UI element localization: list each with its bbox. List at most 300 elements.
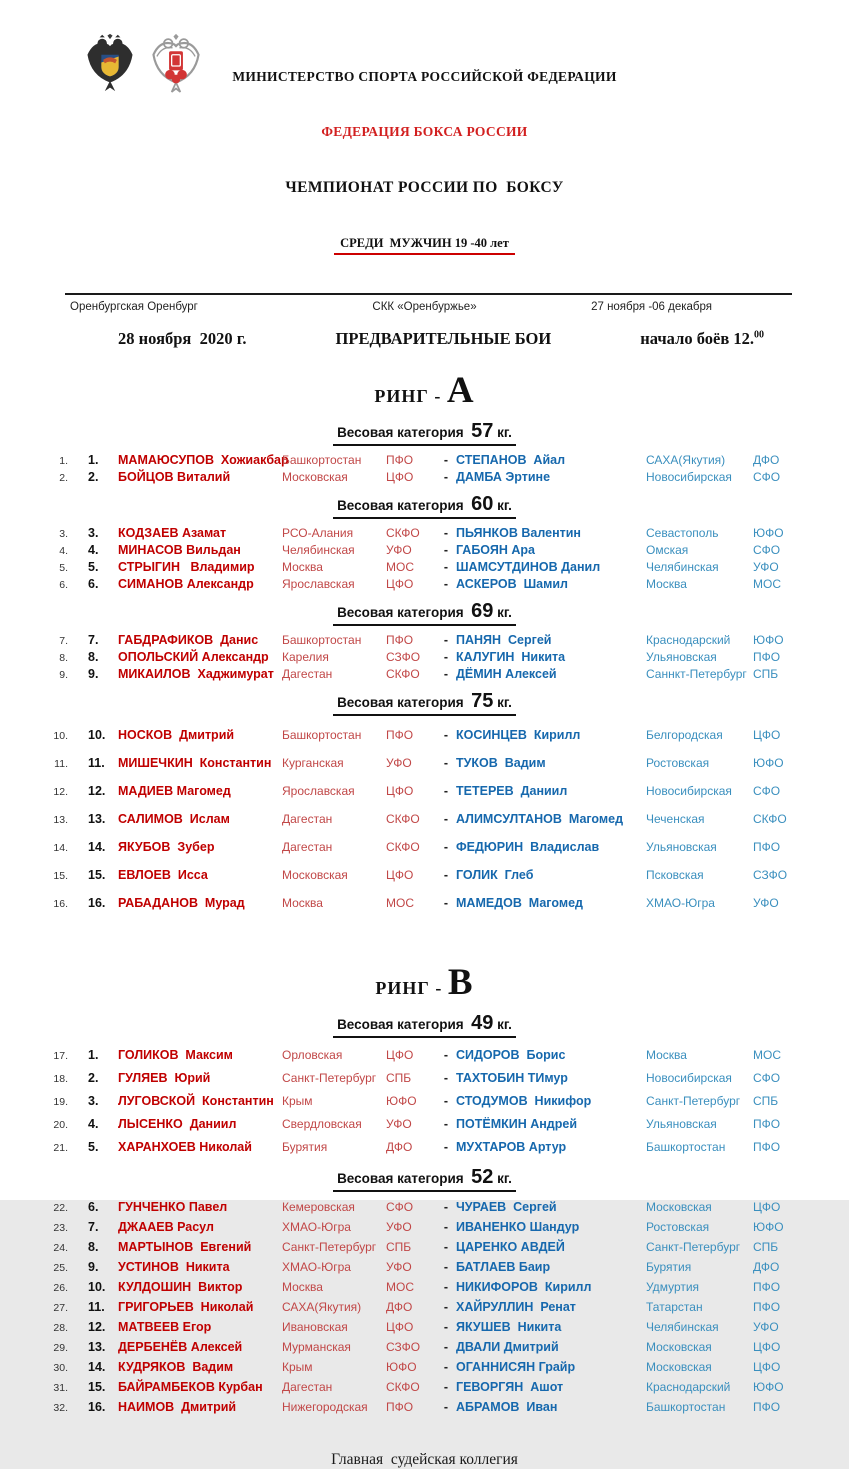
bout-seq-number: 6. xyxy=(88,1200,99,1214)
bout-row xyxy=(42,861,849,889)
bout-row xyxy=(42,777,849,805)
bout-row xyxy=(42,1377,849,1397)
host-region: Оренбургская Оренбург xyxy=(70,301,198,313)
blue-corner-district: ПФО xyxy=(753,1300,781,1314)
vs-dash: - xyxy=(443,896,449,910)
red-corner-name: ЯКУБОВ Зубер xyxy=(118,840,215,854)
bout-global-number: 15. xyxy=(53,870,68,882)
red-corner-region: Бурятия xyxy=(282,1139,328,1154)
red-corner-region: Крым xyxy=(282,1360,313,1374)
bout-seq-number: 10. xyxy=(88,1280,106,1294)
blue-corner-region: Севастополь xyxy=(646,525,719,540)
bout-global-number: 18. xyxy=(53,1072,68,1085)
bout-global-number: 2. xyxy=(59,471,68,484)
blue-corner-name: БАТЛАЕВ Баир xyxy=(456,1260,551,1274)
bouts xyxy=(0,524,849,592)
blue-corner-region: Московская xyxy=(646,1340,712,1354)
bout-seq-number: 8. xyxy=(88,1240,99,1254)
vs-dash: - xyxy=(443,469,449,484)
red-corner-name: НОСКОВ Дмитрий xyxy=(118,728,235,742)
category-weight: 75 xyxy=(471,690,494,712)
bout-row xyxy=(42,1043,849,1066)
bout-global-number: 8. xyxy=(59,651,68,664)
vs-dash: - xyxy=(443,542,449,557)
bout-global-number: 23. xyxy=(53,1222,68,1234)
red-corner-name: МАДИЕВ Магомед xyxy=(118,784,231,798)
blue-corner-district: ПФО xyxy=(753,649,781,664)
red-corner-district: ДФО xyxy=(386,1139,413,1154)
red-corner-name: БОЙЦОВ Виталий xyxy=(118,469,231,484)
red-corner-district: ЮФО xyxy=(386,1093,417,1108)
blue-corner-name: АСКЕРОВ Шамил xyxy=(456,576,568,591)
red-corner-name: САЛИМОВ Ислам xyxy=(118,812,230,826)
blue-corner-name: ЯКУШЕВ Никита xyxy=(456,1320,562,1334)
blue-corner-district: УФО xyxy=(753,896,779,910)
bout-global-number: 22. xyxy=(53,1202,68,1214)
bout-row xyxy=(42,524,849,541)
blue-corner-region: Москва xyxy=(646,1047,687,1062)
blue-corner-name: ДЁМИН Алексей xyxy=(456,666,557,681)
red-corner-region: Ярославская xyxy=(282,784,355,798)
session-line xyxy=(118,329,764,349)
bout-global-number: 19. xyxy=(53,1095,68,1108)
bout-seq-number: 2. xyxy=(88,1070,99,1085)
blue-corner-district: ЮФО xyxy=(753,756,784,770)
blue-corner-name: ТУКОВ Вадим xyxy=(456,756,546,770)
red-corner-district: СКФО xyxy=(386,666,420,681)
bout-row xyxy=(42,1112,849,1135)
blue-corner-name: СТОДУМОВ Никифор xyxy=(456,1093,592,1108)
vs-dash: - xyxy=(443,632,449,647)
vs-dash: - xyxy=(443,812,449,826)
blue-corner-district: СФО xyxy=(753,784,781,798)
red-corner-district: СПБ xyxy=(386,1070,412,1085)
category-label: Весовая категория xyxy=(337,605,472,620)
weight-category-header xyxy=(0,1166,849,1192)
blue-corner-name: ТЕТЕРЕВ Даниил xyxy=(456,784,568,798)
blue-corner-name: ГЕВОРГЯН Ашот xyxy=(456,1380,564,1394)
red-corner-district: СЗФО xyxy=(386,1340,421,1354)
red-corner-region: Московская xyxy=(282,868,348,882)
bout-seq-number: 16. xyxy=(88,896,106,910)
bout-row xyxy=(42,1237,849,1257)
red-corner-district: МОС xyxy=(386,896,414,910)
weight-category-section xyxy=(0,690,849,917)
session-title: ПРЕДВАРИТЕЛЬНЫЕ БОИ xyxy=(335,329,552,348)
red-corner-name: ЛЫСЕНКО Даниил xyxy=(118,1116,237,1131)
red-corner-region: Ивановская xyxy=(282,1320,348,1334)
vs-dash: - xyxy=(443,1400,449,1414)
bouts xyxy=(0,721,849,917)
vs-dash: - xyxy=(443,452,449,467)
red-corner-region: Челябинская xyxy=(282,542,355,557)
blue-corner-name: МУХТАРОВ Артур xyxy=(456,1139,567,1154)
red-corner-name: ДЕРБЕНЁВ Алексей xyxy=(118,1340,243,1354)
bout-row xyxy=(42,1337,849,1357)
red-corner-district: ЦФО xyxy=(386,1320,414,1334)
blue-corner-district: ПФО xyxy=(753,1116,781,1131)
weight-category-section xyxy=(0,600,849,682)
blue-corner-region: Башкортостан xyxy=(646,1139,726,1154)
red-corner-district: УФО xyxy=(386,1116,412,1131)
red-corner-district: УФО xyxy=(386,756,412,770)
vs-dash: - xyxy=(443,1240,449,1254)
blue-corner-name: ЧУРАЕВ Сергей xyxy=(456,1200,557,1214)
bout-seq-number: 11. xyxy=(88,1300,105,1314)
blue-corner-name: ФЕДЮРИН Владислав xyxy=(456,840,600,854)
bout-global-number: 5. xyxy=(59,561,68,574)
vs-dash: - xyxy=(443,728,449,742)
bout-global-number: 24. xyxy=(53,1242,68,1254)
red-corner-region: Крым xyxy=(282,1093,313,1108)
federation-title: ФЕДЕРАЦИЯ БОКСА РОССИИ xyxy=(321,124,528,139)
bout-global-number: 17. xyxy=(53,1049,68,1062)
bout-global-number: 12. xyxy=(53,786,68,798)
event-dates: 27 ноября -06 декабря xyxy=(591,301,712,313)
blue-corner-region: Белгородская xyxy=(646,728,723,742)
blue-corner-name: ГОЛИК Глеб xyxy=(456,868,534,882)
red-corner-region: Дагестан xyxy=(282,1380,333,1394)
bout-seq-number: 13. xyxy=(88,812,106,826)
red-corner-district: ЮФО xyxy=(386,1360,417,1374)
ring-label: РИНГ - xyxy=(375,978,448,998)
blue-corner-district: ЮФО xyxy=(753,1220,784,1234)
bout-row xyxy=(42,805,849,833)
bout-global-number: 26. xyxy=(53,1282,68,1294)
red-corner-district: МОС xyxy=(386,1280,414,1294)
category-unit: кг. xyxy=(493,695,512,710)
blue-corner-district: СЗФО xyxy=(753,868,788,882)
weight-category-section xyxy=(0,493,849,592)
blue-corner-region: Ростовская xyxy=(646,1220,710,1234)
blue-corner-district: ДФО xyxy=(753,1260,780,1274)
red-corner-region: Санкт-Петербург xyxy=(282,1070,377,1085)
blue-corner-region: Москва xyxy=(646,576,687,591)
blue-corner-region: Башкортостан xyxy=(646,1400,726,1414)
category-label: Весовая категория xyxy=(337,425,472,440)
category-label: Весовая категория xyxy=(337,1017,472,1032)
bout-global-number: 27. xyxy=(53,1302,68,1314)
bout-seq-number: 13. xyxy=(88,1340,106,1354)
bout-row xyxy=(42,1277,849,1297)
blue-corner-name: ПЬЯНКОВ Валентин xyxy=(456,525,581,540)
vs-dash: - xyxy=(443,1340,449,1354)
red-corner-district: СКФО xyxy=(386,525,420,540)
red-corner-district: СКФО xyxy=(386,840,420,854)
ring-title xyxy=(0,961,849,1004)
rings xyxy=(0,369,849,1417)
blue-corner-region: Московская xyxy=(646,1360,712,1374)
bout-seq-number: 5. xyxy=(88,1139,99,1154)
bout-row xyxy=(42,721,849,749)
red-corner-region: Карелия xyxy=(282,649,329,664)
blue-corner-name: ДАМБА Эртине xyxy=(456,469,551,484)
championship-title: ЧЕМПИОНАТ РОССИИ ПО БОКСУ xyxy=(285,179,564,196)
blue-corner-region: Новосибирская xyxy=(646,469,732,484)
red-corner-region: Нижегородская xyxy=(282,1400,368,1414)
blue-corner-name: ТАХТОБИН ТИмур xyxy=(456,1070,568,1085)
vs-dash: - xyxy=(443,1047,449,1062)
bout-row xyxy=(42,1317,849,1337)
ring-letter: A xyxy=(446,370,475,411)
bout-row xyxy=(42,451,849,468)
vs-dash: - xyxy=(443,649,449,664)
blue-corner-region: Ульяновская xyxy=(646,840,717,854)
category-unit: кг. xyxy=(493,1171,512,1186)
blue-corner-region: Удмуртия xyxy=(646,1280,700,1294)
red-corner-district: УФО xyxy=(386,1260,412,1274)
bout-global-number: 9. xyxy=(59,668,68,681)
blue-corner-district: СПБ xyxy=(753,1240,779,1254)
blue-corner-district: СПБ xyxy=(753,1093,779,1108)
bout-seq-number: 1. xyxy=(88,452,99,467)
boxing-federation-emblem-icon xyxy=(150,33,202,99)
weight-category-header xyxy=(0,420,849,446)
blue-corner-district: ПФО xyxy=(753,840,781,854)
red-corner-name: СТРЫГИН Владимир xyxy=(118,559,255,574)
red-corner-region: Ярославская xyxy=(282,576,355,591)
bout-seq-number: 3. xyxy=(88,525,99,540)
ring-label: РИНГ - xyxy=(374,386,447,406)
red-corner-name: МАМАЮСУПОВ Хожиакбар xyxy=(118,452,289,467)
blue-corner-district: ЮФО xyxy=(753,632,784,647)
bout-row xyxy=(42,541,849,558)
blue-corner-region: Московская xyxy=(646,1200,712,1214)
red-corner-district: ПФО xyxy=(386,728,414,742)
blue-corner-district: СФО xyxy=(753,1070,781,1085)
blue-corner-district: УФО xyxy=(753,1320,779,1334)
blue-corner-district: СФО xyxy=(753,469,781,484)
ring-title xyxy=(0,369,849,412)
blue-corner-name: СТЕПАНОВ Айал xyxy=(456,452,566,467)
header-divider xyxy=(65,293,792,295)
blue-corner-region: Ульяновская xyxy=(646,1116,717,1131)
red-corner-district: ЦФО xyxy=(386,784,414,798)
bout-seq-number: 15. xyxy=(88,868,106,882)
bout-row xyxy=(42,468,849,485)
blue-corner-name: ДВАЛИ Дмитрий xyxy=(456,1340,559,1354)
blue-corner-district: ЦФО xyxy=(753,1360,781,1374)
red-corner-district: ЦФО xyxy=(386,469,414,484)
blue-corner-district: УФО xyxy=(753,559,779,574)
vs-dash: - xyxy=(443,1070,449,1085)
bout-global-number: 3. xyxy=(59,527,68,540)
bout-seq-number: 5. xyxy=(88,559,99,574)
bout-seq-number: 15. xyxy=(88,1380,106,1394)
bout-global-number: 1. xyxy=(59,454,68,467)
bout-global-number: 30. xyxy=(53,1362,68,1374)
red-corner-district: ПФО xyxy=(386,1400,414,1414)
red-corner-district: СПБ xyxy=(386,1240,412,1254)
blue-corner-region: Ульяновская xyxy=(646,649,717,664)
red-corner-district: ЦФО xyxy=(386,868,414,882)
red-corner-name: ГУНЧЕНКО Павел xyxy=(118,1200,228,1214)
red-corner-name: НАИМОВ Дмитрий xyxy=(118,1400,237,1414)
blue-corner-region: Ростовская xyxy=(646,756,710,770)
bout-row xyxy=(42,1197,849,1217)
red-corner-name: ХАРАНХОЕВ Николай xyxy=(118,1139,252,1154)
document-header xyxy=(0,0,849,313)
blue-corner-name: ШАМСУТДИНОВ Данил xyxy=(456,559,601,574)
bout-row xyxy=(42,1066,849,1089)
category-unit: кг. xyxy=(493,498,512,513)
bout-seq-number: 12. xyxy=(88,1320,106,1334)
bout-seq-number: 7. xyxy=(88,1220,99,1234)
bout-seq-number: 3. xyxy=(88,1093,99,1108)
vs-dash: - xyxy=(443,1093,449,1108)
blue-corner-region: Санкт-Петербург xyxy=(646,1093,741,1108)
blue-corner-name: ГАБОЯН Ара xyxy=(456,542,535,557)
red-corner-region: Дагестан xyxy=(282,666,333,681)
red-corner-region: Орловская xyxy=(282,1047,343,1062)
session-date: 28 ноября 2020 г. xyxy=(118,329,247,348)
red-corner-region: Дагестан xyxy=(282,840,333,854)
red-corner-name: КУДРЯКОВ Вадим xyxy=(118,1360,234,1374)
vs-dash: - xyxy=(443,1116,449,1131)
red-corner-name: ДЖААЕВ Расул xyxy=(118,1220,214,1234)
footer-judges-note: Главная судейская коллегия xyxy=(331,1451,518,1468)
session-start-time: начало боёв 12.00 xyxy=(640,329,764,348)
venue-name: СКК «Оренбуржье» xyxy=(372,301,477,313)
red-corner-district: СЗФО xyxy=(386,649,421,664)
blue-corner-name: ПОТЁМКИН Андрей xyxy=(456,1116,578,1131)
red-corner-district: МОС xyxy=(386,559,414,574)
blue-corner-name: КОСИНЦЕВ Кирилл xyxy=(456,728,581,742)
blue-corner-name: СИДОРОВ Борис xyxy=(456,1047,566,1062)
blue-corner-region: Новосибирская xyxy=(646,1070,732,1085)
bouts xyxy=(0,631,849,682)
bout-row xyxy=(42,833,849,861)
red-corner-region: Свердловская xyxy=(282,1116,362,1131)
bout-seq-number: 4. xyxy=(88,542,99,557)
bout-row xyxy=(42,575,849,592)
vs-dash: - xyxy=(443,666,449,681)
blue-corner-district: ПФО xyxy=(753,1280,781,1294)
vs-dash: - xyxy=(443,525,449,540)
blue-corner-region: Псковская xyxy=(646,868,704,882)
ministry-title: МИНИСТЕРСТВО СПОРТА РОССИЙСКОЙ ФЕДЕРАЦИИ xyxy=(232,69,617,84)
bouts xyxy=(0,1197,849,1417)
blue-corner-region: Новосибирская xyxy=(646,784,732,798)
bout-global-number: 7. xyxy=(59,634,68,647)
red-corner-district: СФО xyxy=(386,1200,414,1214)
weight-category-header xyxy=(0,493,849,519)
blue-corner-name: ЦАРЕНКО АВДЕЙ xyxy=(456,1240,565,1254)
bout-global-number: 20. xyxy=(53,1118,68,1131)
red-corner-district: СКФО xyxy=(386,1380,420,1394)
blue-corner-region: Саннкт-Петербург xyxy=(646,666,747,681)
vs-dash: - xyxy=(443,1220,449,1234)
vs-dash: - xyxy=(443,1320,449,1334)
blue-corner-region: Краснодарский xyxy=(646,632,731,647)
red-corner-region: ХМАО-Югра xyxy=(282,1220,351,1234)
blue-corner-region: Челябинская xyxy=(646,1320,719,1334)
bout-seq-number: 8. xyxy=(88,649,99,664)
red-corner-name: ГУЛЯЕВ Юрий xyxy=(118,1070,211,1085)
red-corner-name: БАЙРАМБЕКОВ Курбан xyxy=(118,1380,263,1394)
category-label: Весовая категория xyxy=(337,1171,472,1186)
vs-dash: - xyxy=(443,1260,449,1274)
blue-corner-district: СПБ xyxy=(753,666,779,681)
blue-corner-name: МАМЕДОВ Магомед xyxy=(456,896,583,910)
vs-dash: - xyxy=(443,1139,449,1154)
bout-global-number: 11. xyxy=(54,758,68,770)
blue-corner-district: ЦФО xyxy=(753,1200,781,1214)
red-corner-name: МАРТЫНОВ Евгений xyxy=(118,1240,252,1254)
bout-seq-number: 9. xyxy=(88,666,99,681)
weight-category-header xyxy=(0,690,849,716)
red-corner-district: УФО xyxy=(386,1220,412,1234)
red-corner-district: ЦФО xyxy=(386,1047,414,1062)
blue-corner-region: Омская xyxy=(646,542,689,557)
red-corner-region: Санкт-Петербург xyxy=(282,1240,377,1254)
vs-dash: - xyxy=(443,576,449,591)
blue-corner-district: ЮФО xyxy=(753,1380,784,1394)
red-corner-region: Москва xyxy=(282,896,323,910)
red-corner-name: КУЛДОШИН Виктор xyxy=(118,1280,243,1294)
bout-seq-number: 2. xyxy=(88,469,99,484)
categories xyxy=(0,1012,849,1417)
category-weight: 57 xyxy=(471,420,494,442)
bout-row xyxy=(42,648,849,665)
bouts xyxy=(0,451,849,485)
category-label: Весовая категория xyxy=(337,695,472,710)
vs-dash: - xyxy=(443,784,449,798)
bout-global-number: 13. xyxy=(53,814,68,826)
red-corner-name: РАБАДАНОВ Мурад xyxy=(118,896,245,910)
ring-section xyxy=(0,961,849,1417)
blue-corner-district: МОС xyxy=(753,576,781,591)
red-corner-region: Башкортостан xyxy=(282,452,362,467)
red-corner-region: Московская xyxy=(282,469,348,484)
blue-corner-region: Санкт-Петербург xyxy=(646,1240,741,1254)
red-corner-district: ПФО xyxy=(386,452,414,467)
vs-dash: - xyxy=(443,1280,449,1294)
red-corner-district: ПФО xyxy=(386,632,414,647)
bout-row xyxy=(42,749,849,777)
bout-row xyxy=(42,558,849,575)
blue-corner-region: Чеченская xyxy=(646,812,705,826)
blue-corner-district: СКФО xyxy=(753,812,787,826)
red-corner-name: МИНАСОВ Вильдан xyxy=(118,542,241,557)
bout-seq-number: 12. xyxy=(88,784,106,798)
ring-section xyxy=(0,369,849,917)
red-corner-name: ГРИГОРЬЕВ Николай xyxy=(118,1300,254,1314)
red-corner-name: УСТИНОВ Никита xyxy=(118,1260,230,1274)
bout-row xyxy=(42,1397,849,1417)
vs-dash: - xyxy=(443,1200,449,1214)
bout-seq-number: 14. xyxy=(88,1360,106,1374)
blue-corner-district: МОС xyxy=(753,1047,781,1062)
blue-corner-region: Краснодарский xyxy=(646,1380,731,1394)
red-corner-name: КОДЗАЕВ Азамат xyxy=(118,525,227,540)
bout-global-number: 31. xyxy=(53,1382,68,1394)
categories xyxy=(0,420,849,917)
weight-category-header xyxy=(0,600,849,626)
weight-category-section xyxy=(0,1166,849,1417)
red-corner-name: ЛУГОВСКОЙ Константин xyxy=(118,1093,274,1108)
blue-corner-name: ПАНЯН Сергей xyxy=(456,632,552,647)
bout-seq-number: 16. xyxy=(88,1400,106,1414)
weight-category-header xyxy=(0,1012,849,1038)
vs-dash: - xyxy=(443,1380,449,1394)
bout-row xyxy=(42,1217,849,1237)
red-corner-district: ДФО xyxy=(386,1300,413,1314)
red-corner-district: УФО xyxy=(386,542,412,557)
bout-global-number: 6. xyxy=(59,578,68,591)
bout-seq-number: 1. xyxy=(88,1047,99,1062)
bouts xyxy=(0,1043,849,1158)
